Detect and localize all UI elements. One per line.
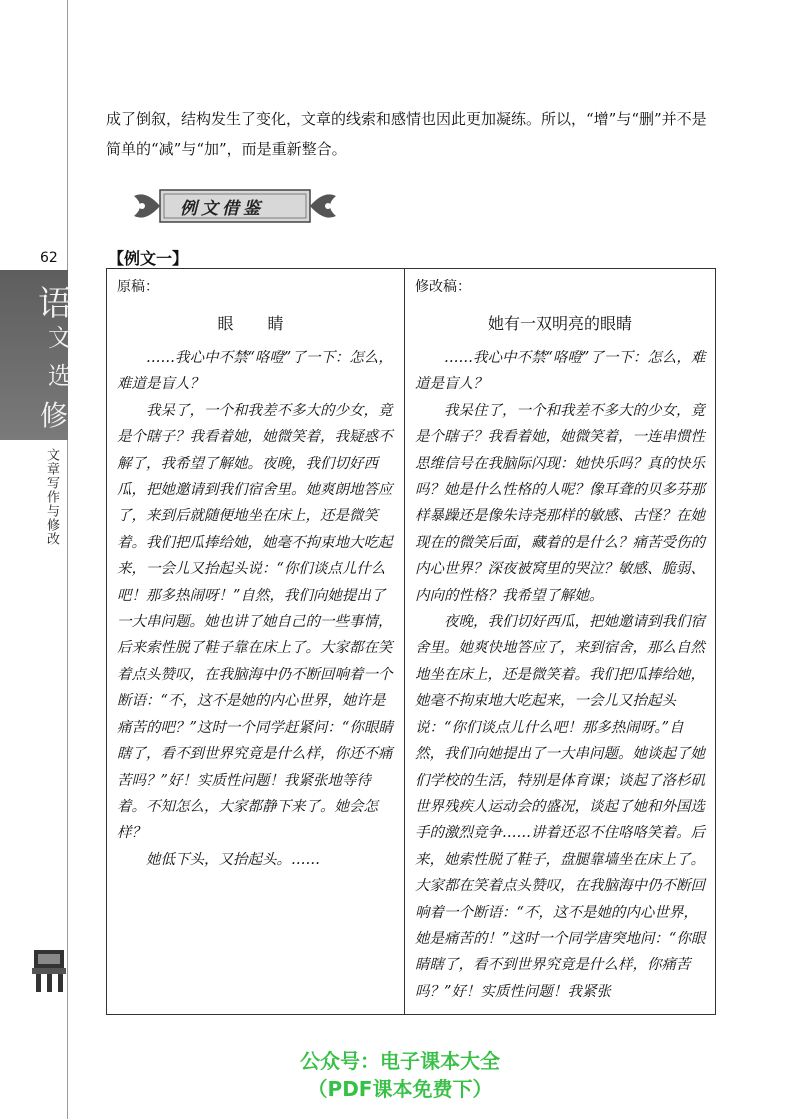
- original-paragraph: 她低下头，又抬起头。……: [146, 851, 320, 868]
- original-paragraph: 我呆了，一个和我差不多大的少女，竟是个瞎子？我看着她，她微笑着，我疑惑不解了，我希望了解她。夜晚，我们切好西瓜，把她邀请到我们宿舍里。她爽朗地答应了，来到后就随便地坐在床上，还是微笑着。我们把瓜捧给她，她毫不拘束地大吃起来，一会儿又抬起头说：“你们谈点儿什么吧！那多热闹呀！”自然，我们向她提出了一大串问题。她也讲了她自己的一些事情，后来索性脱了鞋子靠在床上了。大家都在笑着点头赞叹，在我脑海中仍不断回响着一个断语：“不，这不是她的内心世界，她许是痛苦的吧？”这时一个同学赶紧问：“你眼睛瞎了，看不到世界究竟是什么样，你还不痛苦吗？”好！实质性问题！我紧张地等待着。不知怎么，大家都静下来了。她会怎样？: [117, 402, 393, 842]
- side-band: [0, 270, 72, 440]
- footer-watermark-line1: 公众号：电子课本大全: [300, 1049, 500, 1073]
- footer-watermark-line2: （PDF课本免费下）: [307, 1077, 493, 1101]
- revised-paragraph: 夜晚，我们切好西瓜，把她邀请到我们宿舍里。她爽快地答应了，来到宿舍，那么自然地坐在床上，还是微笑着。我们把瓜捧给她，她毫不拘束地大吃起来，一会儿又抬起头说：“你们谈点儿什么吧！那多热闹呀。”自然，我们向她提出了一大串问题。她谈起了她们学校的生活，特别是体育课；谈起了洛杉矶世界残疾人运动会的盛况，谈起了她和外国选手的激烈竞争……讲着还忍不住咯咯笑着。后来，她索性脱了鞋子，盘腿靠墙坐在床上了。大家都在笑着点头赞叹，在我脑海中仍不断回响着一个断语：“不，这不是她的内心世界，她是痛苦的！”这时一个同学唐突地问：“你眼睛瞎了，看不到世界究竟是什么样，你痛苦吗？”好！实质性问题！我紧张: [415, 614, 706, 1000]
- revised-header: 修改稿：: [415, 279, 471, 295]
- ornament-icon: [28, 946, 72, 994]
- original-title: 眼睛: [217, 314, 318, 333]
- revised-title: 她有一双明亮的眼睛: [487, 314, 632, 333]
- comparison-table: [106, 268, 716, 1015]
- example-title: 【例文一】: [108, 249, 189, 268]
- side-char-1: 语: [38, 284, 72, 324]
- original-header: 原稿：: [117, 279, 159, 295]
- side-char-3: 选: [48, 362, 72, 390]
- side-char-2: 文: [48, 324, 72, 352]
- revised-paragraph: ……我心中不禁“咯噔”了一下：怎么，难道是盲人？: [415, 350, 706, 393]
- revised-body: [415, 345, 707, 1005]
- original-body: [117, 345, 396, 873]
- original-column: [107, 269, 405, 1014]
- original-paragraph: ……我心中不禁“咯噔”了一下：怎么，难道是盲人？: [117, 350, 393, 393]
- book-subtitle: 文章写作与修改: [44, 448, 59, 546]
- revised-paragraph: 我呆住了，一个和我差不多大的少女，竟是个瞎子？我看着她，她微笑着，一连串惯性思维信号在我脑际闪现：她快乐吗？真的快乐吗？她是什么性格的人呢？像耳聋的贝多芬那样暴躁还是像朱诗尧那样的敏感、古怪？在她现在的微笑后面，藏着的是什么？痛苦受伤的内心世界？深夜被窝里的哭泣？敏感、脆弱、内向的性格？我希望了解她。: [415, 402, 705, 604]
- revised-column: [405, 269, 715, 1014]
- banner-title: 例文借鉴: [180, 199, 264, 219]
- intro-paragraph: 成了倒叙，结构发生了变化，文章的线索和感情也因此更加凝练。所以，“增”与“删”并不是简单的“减”与“加”，而是重新整合。: [106, 110, 707, 158]
- page-number: 62: [40, 250, 58, 266]
- intro-text: [106, 104, 718, 164]
- side-char-4: 修: [40, 399, 69, 432]
